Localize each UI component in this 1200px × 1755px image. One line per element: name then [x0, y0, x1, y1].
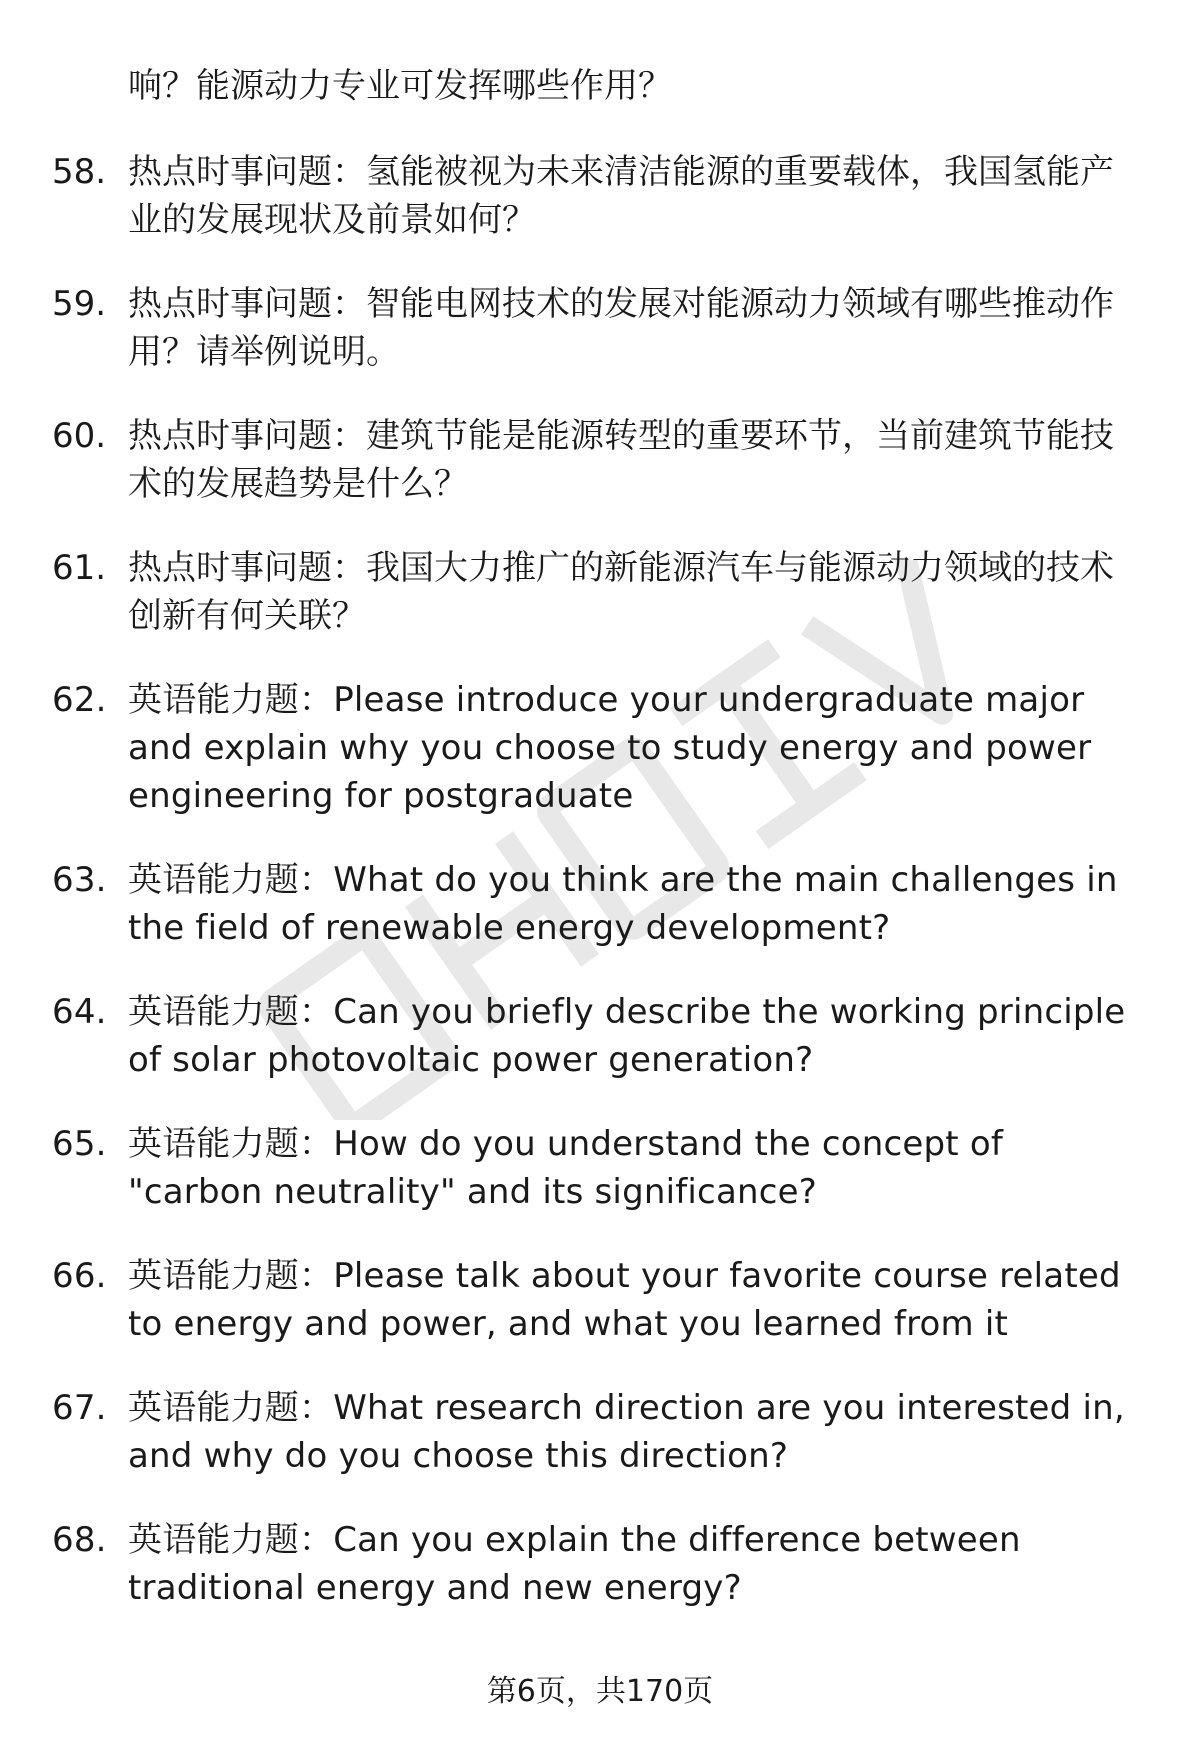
question-number: 61.	[52, 548, 107, 588]
question-number: 58.	[52, 152, 107, 192]
question-item	[52, 1516, 1142, 1612]
question-text: 英语能力题：How do you understand the concept of "carbon neutrality" and its significance?	[128, 1124, 1004, 1212]
question-text: 热点时事问题：我国大力推广的新能源汽车与能源动力领域的技术创新有何关联？	[128, 548, 1114, 636]
question-text: 热点时事问题：智能电网技术的发展对能源动力领域有哪些推动作用？请举例说明。	[128, 284, 1114, 372]
question-item	[52, 1252, 1142, 1348]
question-number: 65.	[52, 1124, 107, 1164]
question-item	[52, 544, 1142, 640]
question-number: 59.	[52, 284, 107, 324]
question-number: 66.	[52, 1256, 107, 1296]
question-text: 英语能力题：Please introduce your undergraduate major and explain why you choose to study energy and power engineering for postgraduate	[128, 680, 1092, 816]
question-item	[52, 1384, 1142, 1480]
question-item	[52, 148, 1142, 244]
question-text: 英语能力题：Can you briefly describe the working principle of solar photovoltaic power generation?	[128, 992, 1126, 1080]
question-text: 英语能力题：What do you think are the main challenges in the field of renewable energy development?	[128, 860, 1118, 948]
question-item	[52, 412, 1142, 508]
question-text: 热点时事问题：建筑节能是能源转型的重要环节，当前建筑节能技术的发展趋势是什么？	[128, 416, 1114, 504]
question-number: 67.	[52, 1388, 107, 1428]
question-text: 英语能力题：Can you explain the difference between traditional energy and new energy?	[128, 1520, 1021, 1608]
question-item	[52, 856, 1142, 952]
question-number: 60.	[52, 416, 107, 456]
question-item	[52, 280, 1142, 376]
question-text: 热点时事问题：氢能被视为未来清洁能源的重要载体，我国氢能产业的发展现状及前景如何？	[128, 152, 1114, 240]
question-number: 64.	[52, 992, 107, 1032]
page-footer: 第6页，共170页	[486, 1674, 714, 1709]
question-item	[52, 1120, 1142, 1216]
question-list	[52, 148, 1142, 1648]
question-text: 英语能力题：Please talk about your favorite course related to energy and power, and what you learned from it	[128, 1256, 1121, 1344]
question-number: 62.	[52, 680, 107, 720]
question-number: 68.	[52, 1520, 107, 1560]
question-item	[52, 676, 1142, 820]
question-number: 63.	[52, 860, 107, 900]
continued-question-text: 响？能源动力专业可发挥哪些作用？	[128, 66, 672, 106]
question-item	[52, 988, 1142, 1084]
question-text: 英语能力题：What research direction are you interested in, and why do you choose this direction?	[128, 1388, 1125, 1476]
